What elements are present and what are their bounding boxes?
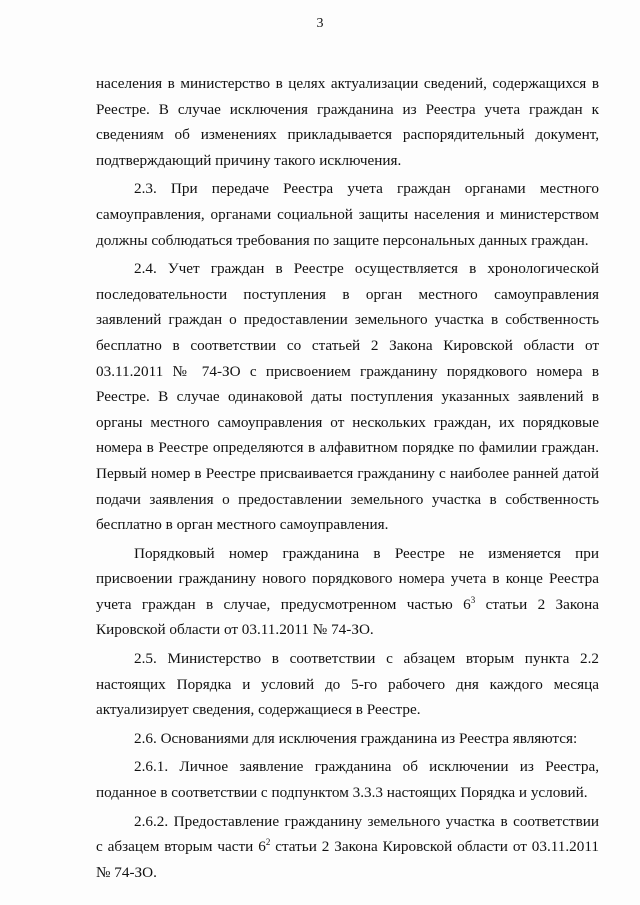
document-body xyxy=(96,71,599,888)
superscript: 3 xyxy=(470,594,476,605)
paragraph-2-6-1 xyxy=(96,754,599,805)
paragraph-2-6-2 xyxy=(96,809,599,886)
paragraph-2-4 xyxy=(96,256,599,538)
text-segment: 2.6.2. Предоставление гражданину земельного участка в соответствии с абзацем вторым части 6 xyxy=(96,812,599,856)
text-segment: 2.4. Учет граждан в Реестре осуществляется в хронологической последовательности поступления в орган местного самоуправления заявлений граждан о предоставлении земельного участка в собственность бесплатно в соответствии со статьей 2 Закона Кировской области от 03.11.2011 № 74-ЗО с присвоением гражданину порядкового номера в Реестре. В случае одинаковой даты поступления указанных заявлений в органы местного самоуправления от нескольких граждан, их порядковые номера в Реестре определяются в алфавитном порядке по фамилии граждан. Первый номер в Реестре присваивается гражданину с наиболее ранней датой подачи заявления о предоставлении земельного участка в собственность бесплатно в орган местного самоуправления. xyxy=(96,260,599,534)
text-segment: населения в министерство в целях актуализации сведений, содержащихся в Реестре. В случае исключения гражданина из Реестра учета граждан к сведениям об изменениях прикладывается распорядительный документ, подтверждающий причину такого исключения. xyxy=(96,75,599,169)
text-segment: 2.6.1. Личное заявление гражданина об исключении из Реестра, поданное в соответствии с подпунктом 3.3.3 настоящих Порядка и условий. xyxy=(96,758,599,802)
text-segment: Порядковый номер гражданина в Реестре не изменяется при присвоении гражданину нового порядкового номера учета в конце Реестра учета граждан в случае, предусмотренном частью 6 xyxy=(96,544,599,613)
page-number: 3 xyxy=(316,16,324,31)
paragraph-order-number xyxy=(96,541,599,643)
paragraph-2-5 xyxy=(96,646,599,723)
text-segment: 2.3. При передаче Реестра учета граждан органами местного самоуправления, органами социальной защиты населения и министерством должны соблюдаться требования по защите персональных данных граждан. xyxy=(96,180,599,249)
paragraph-2-6 xyxy=(96,726,599,752)
text-segment: 2.5. Министерство в соответствии с абзацем вторым пункта 2.2 настоящих Порядка и условий до 5-го рабочего дня каждого месяца актуализирует сведения, содержащиеся в Реестре. xyxy=(96,650,599,719)
paragraph-continuation xyxy=(96,71,599,173)
paragraph-2-3 xyxy=(96,176,599,253)
superscript: 2 xyxy=(265,837,271,848)
text-segment: статьи 2 Закона Кировской области от 03.11.2011 № 74-ЗО. xyxy=(96,838,599,881)
text-segment: статьи 2 Закона Кировской области от 03.11.2011 № 74-ЗО. xyxy=(96,595,599,639)
text-segment: 2.6. Основаниями для исключения гражданина из Реестра являются: xyxy=(134,729,578,747)
